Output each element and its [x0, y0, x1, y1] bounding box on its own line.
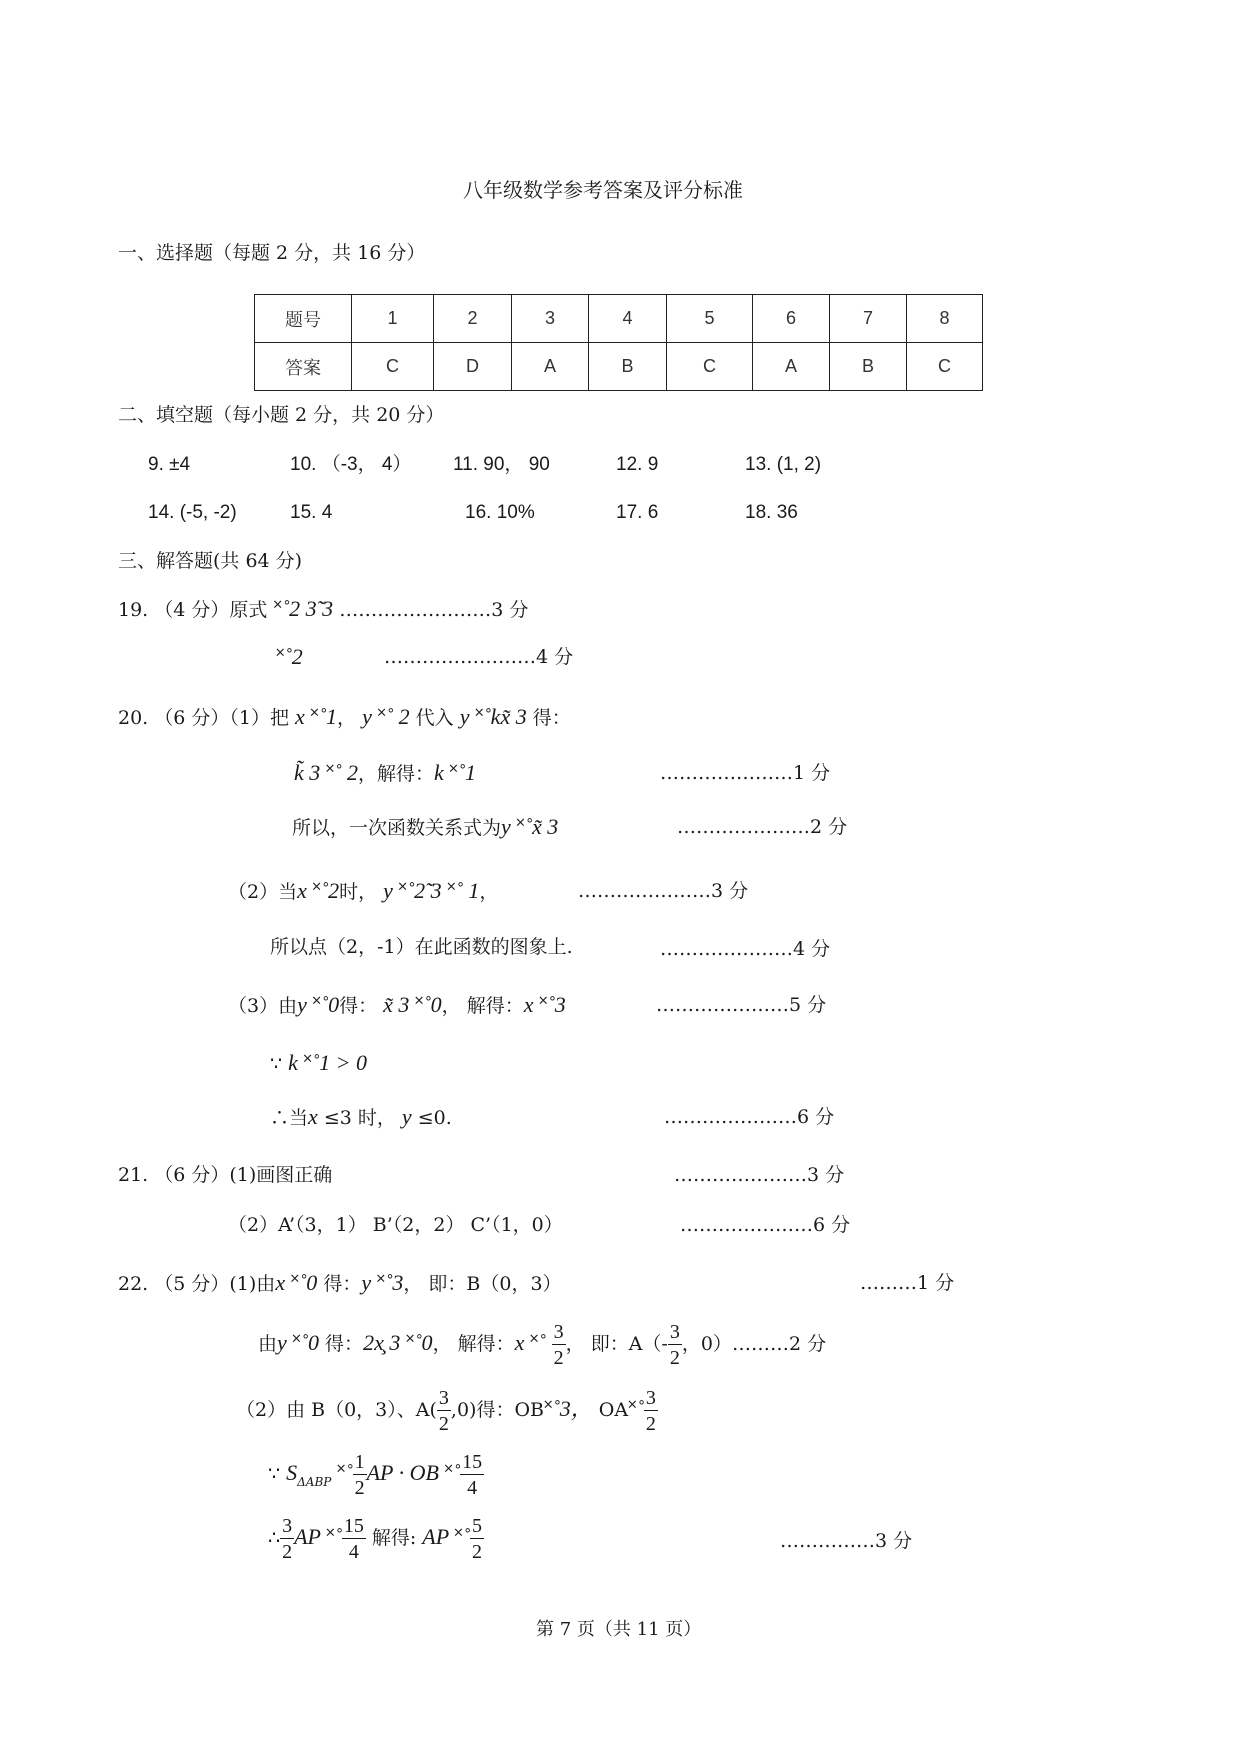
- fraction-denominator: 2: [354, 1477, 365, 1499]
- q22-score-3: ……………3 分: [780, 1530, 913, 1552]
- q20-math: x: [308, 1104, 318, 1129]
- q22-text: 解得:: [365, 1527, 423, 1549]
- q20-math: y ˟˚x̃ 3: [501, 814, 559, 839]
- section-heading-fill: 二、填空题（每小题 2 分，共 20 分）: [118, 404, 445, 426]
- q22-math: ˟˚: [628, 1396, 644, 1421]
- q20-text: ≤3 时，: [317, 1107, 396, 1129]
- q22-math: y ˟˚0: [277, 1330, 320, 1355]
- table-cell: A: [512, 343, 589, 391]
- fraction-numerator: 3: [669, 1321, 680, 1343]
- table-cell: B: [830, 343, 907, 391]
- table-cell: C: [667, 343, 753, 391]
- fraction-numerator: 5: [472, 1515, 483, 1537]
- row-header-answer: 答案: [255, 343, 352, 391]
- q20-score-5: …………………5 分: [656, 994, 827, 1016]
- q20-math: y: [401, 1104, 412, 1129]
- fill-answer: 14. (-5, -2): [148, 502, 237, 523]
- q22-text: 由: [258, 1333, 278, 1355]
- q20-score-3: …………………3 分: [578, 880, 749, 902]
- fraction-numerator: 1: [354, 1451, 365, 1473]
- q22-text: ,0)得：OB: [450, 1399, 544, 1421]
- q22-math: AP ˟˚: [422, 1524, 471, 1549]
- q22-text: 得：: [317, 1273, 362, 1295]
- q20-line-3: [292, 816, 558, 838]
- q20-math: x ˟˚1: [295, 704, 338, 729]
- fraction-denominator: 2: [282, 1541, 293, 1563]
- q22-line-2: [258, 1322, 826, 1368]
- q20-text: ≤0.: [411, 1107, 452, 1129]
- q20-part2-line-1: [228, 880, 498, 902]
- q19-line-1: [118, 598, 528, 620]
- table-cell: 1: [352, 295, 434, 343]
- q20-part3-line-3: [270, 1106, 452, 1128]
- fraction-denominator: 4: [348, 1541, 359, 1563]
- table-cell: 7: [830, 295, 907, 343]
- q20-text: ∵: [270, 1053, 283, 1075]
- q22-score-1: ………1 分: [860, 1272, 955, 1294]
- fraction-denominator: 4: [467, 1477, 478, 1499]
- q21-line-2: （2）A’（3，1） B’（2，2） C’（1，0）: [228, 1214, 563, 1236]
- q22-line-1: [118, 1272, 562, 1294]
- q22-math: ˟˚3，: [544, 1396, 593, 1421]
- q20-math: y ˟˚kx̃ 3: [459, 704, 527, 729]
- q20-text: ∴当: [270, 1107, 309, 1129]
- q22-text: 得：: [319, 1333, 364, 1355]
- q22-math: x ˟˚: [514, 1330, 546, 1355]
- q22-score-2: ………2 分: [731, 1333, 827, 1355]
- fraction-numerator: 3: [282, 1515, 293, 1537]
- fraction-numerator: 3: [438, 1387, 449, 1409]
- table-cell: 3: [512, 295, 589, 343]
- q22-text: （2）由 B（0，3）、A(: [236, 1399, 437, 1421]
- q20-math: k ˟˚1: [434, 760, 477, 785]
- q20-text: ，解得：: [358, 763, 435, 785]
- fraction-numerator: 3: [645, 1387, 656, 1409]
- fraction-three-halves: [644, 1388, 658, 1434]
- q20-math: x ˟˚3: [523, 992, 566, 1017]
- q21-score-2: …………………6 分: [680, 1214, 851, 1236]
- q22-head: 22. （5 分）(1)由: [118, 1273, 276, 1295]
- fill-answer: 18. 36: [745, 502, 798, 523]
- q22-math: ˟˚: [331, 1460, 353, 1485]
- page-title: 八年级数学参考答案及评分标准: [463, 178, 743, 202]
- table-cell: B: [589, 343, 667, 391]
- page-footer: 第 7 页（共 11 页）: [536, 1619, 702, 1640]
- q21-score-1: …………………3 分: [674, 1164, 845, 1186]
- area-subscript: ΔABP: [297, 1475, 332, 1489]
- table-cell: 6: [753, 295, 830, 343]
- fraction-five-halves: [470, 1516, 484, 1562]
- q22-line-3: [236, 1388, 658, 1434]
- q20-part3-line-1: [228, 994, 566, 1016]
- q22-text: OA: [598, 1399, 629, 1421]
- q20-part2-line-2: 所以点（2，-1）在此函数的图象上.: [270, 936, 573, 958]
- q20-line-2: [294, 762, 476, 784]
- q19-head: 19. （4 分）原式: [118, 599, 268, 621]
- q22-text: ∴: [268, 1527, 281, 1549]
- q20-part3-line-2: [270, 1052, 367, 1074]
- q19-score-2: ……………………4 分: [384, 646, 574, 668]
- q20-math: x̃ 3 ˟˚0: [383, 992, 442, 1017]
- q22-text: ， 即：B（0，3）: [403, 1273, 562, 1295]
- fraction-three-halves: [552, 1322, 566, 1368]
- q20-text: 得：: [339, 995, 378, 1017]
- table-cell: 4: [589, 295, 667, 343]
- fraction-fifteen-quarters: [460, 1452, 484, 1498]
- table-cell: 8: [907, 295, 983, 343]
- fraction-three-halves: [280, 1516, 294, 1562]
- q22-text: ， 解得：: [432, 1333, 515, 1355]
- section-heading-choice: 一、选择题（每题 2 分，共 16 分）: [118, 242, 426, 264]
- q20-text: （3）由: [228, 995, 298, 1017]
- q20-text: ，: [479, 881, 499, 903]
- q21-line-1: 21. （6 分）(1)画图正确: [118, 1164, 333, 1186]
- fill-answer: 13. (1, 2): [745, 454, 822, 475]
- q20-score-6: …………………6 分: [664, 1106, 835, 1128]
- q19-score-1: ……………………3 分: [339, 599, 529, 621]
- area-symbol: S: [286, 1460, 298, 1485]
- q20-text: ， 解得：: [441, 995, 524, 1017]
- q20-text: 得：: [526, 707, 571, 729]
- q19-expr-1: ˟˚2 3̃ 3: [273, 596, 334, 621]
- q22-line-4: [268, 1452, 484, 1498]
- table-cell: D: [434, 343, 512, 391]
- q22-math: y ˟˚3: [361, 1270, 404, 1295]
- row-header-number: 题号: [255, 295, 352, 343]
- q22-math: 2x̧ 3 ˟˚0: [363, 1330, 433, 1355]
- fraction-three-halves: [668, 1322, 682, 1368]
- table-cell: C: [907, 343, 983, 391]
- fraction-three-halves: [437, 1388, 451, 1434]
- q20-head: 20. （6 分）（1）把: [118, 707, 289, 729]
- q20-score-1: …………………1 分: [660, 762, 831, 784]
- fill-answer: 16. 10%: [465, 502, 535, 523]
- table-cell: A: [753, 343, 830, 391]
- fill-answer: 15. 4: [290, 502, 333, 523]
- fraction-numerator: 3: [553, 1321, 564, 1343]
- table-row: [255, 343, 983, 391]
- q20-text: 时，: [339, 881, 378, 903]
- fraction-denominator: 2: [645, 1413, 656, 1435]
- q20-text: 代入: [409, 707, 460, 729]
- fraction-one-half: [353, 1452, 367, 1498]
- fraction-denominator: 2: [438, 1413, 449, 1435]
- q22-math: AP ˟˚: [294, 1524, 342, 1549]
- q22-text: ， 即：A（-: [565, 1333, 668, 1355]
- q20-text: ，: [337, 707, 357, 729]
- q20-score-2: …………………2 分: [677, 816, 848, 838]
- answer-table: [254, 294, 983, 391]
- q22-line-5: [268, 1516, 484, 1562]
- q20-math: x ˟˚2: [297, 878, 340, 903]
- q20-math: k̃ 3 ˟˚ 2: [294, 760, 358, 785]
- fill-answer: 12. 9: [616, 454, 659, 475]
- fraction-numerator: 15: [462, 1451, 483, 1473]
- fill-answer: 9. ±4: [148, 454, 191, 475]
- q22-math: AP · OB ˟˚: [366, 1460, 461, 1485]
- fill-answer: 11. 90， 90: [453, 454, 550, 475]
- q20-score-4: …………………4 分: [660, 938, 831, 960]
- fraction-numerator: 15: [343, 1515, 364, 1537]
- q20-math: y ˟˚ 2: [362, 704, 410, 729]
- q20-text: （2）当: [228, 881, 298, 903]
- table-cell: C: [352, 343, 434, 391]
- fraction-denominator: 2: [472, 1541, 483, 1563]
- table-row: [255, 295, 983, 343]
- q20-text: 所以，一次函数关系式为: [292, 817, 502, 839]
- q20-math: y ˟˚2̃ 3 ˟˚ 1: [383, 878, 480, 903]
- fraction-fifteen-quarters: [342, 1516, 366, 1562]
- q22-text: ，0）: [681, 1333, 732, 1355]
- fill-answer: 10. （-3， 4）: [290, 454, 412, 475]
- q22-math: x ˟˚0: [275, 1270, 318, 1295]
- q20-line-1: [118, 706, 571, 728]
- fraction-denominator: 2: [669, 1347, 680, 1369]
- section-heading-solve: 三、解答题(共 64 分): [118, 550, 303, 572]
- q22-text: ∵: [268, 1463, 287, 1485]
- table-cell: 5: [667, 295, 753, 343]
- q19-expr-2: ˟˚2: [276, 644, 303, 669]
- q20-math: k ˟˚1 > 0: [288, 1050, 367, 1075]
- fraction-denominator: 2: [553, 1347, 564, 1369]
- fill-answer: 17. 6: [616, 502, 659, 523]
- q20-math: y ˟˚0: [297, 992, 340, 1017]
- table-cell: 2: [434, 295, 512, 343]
